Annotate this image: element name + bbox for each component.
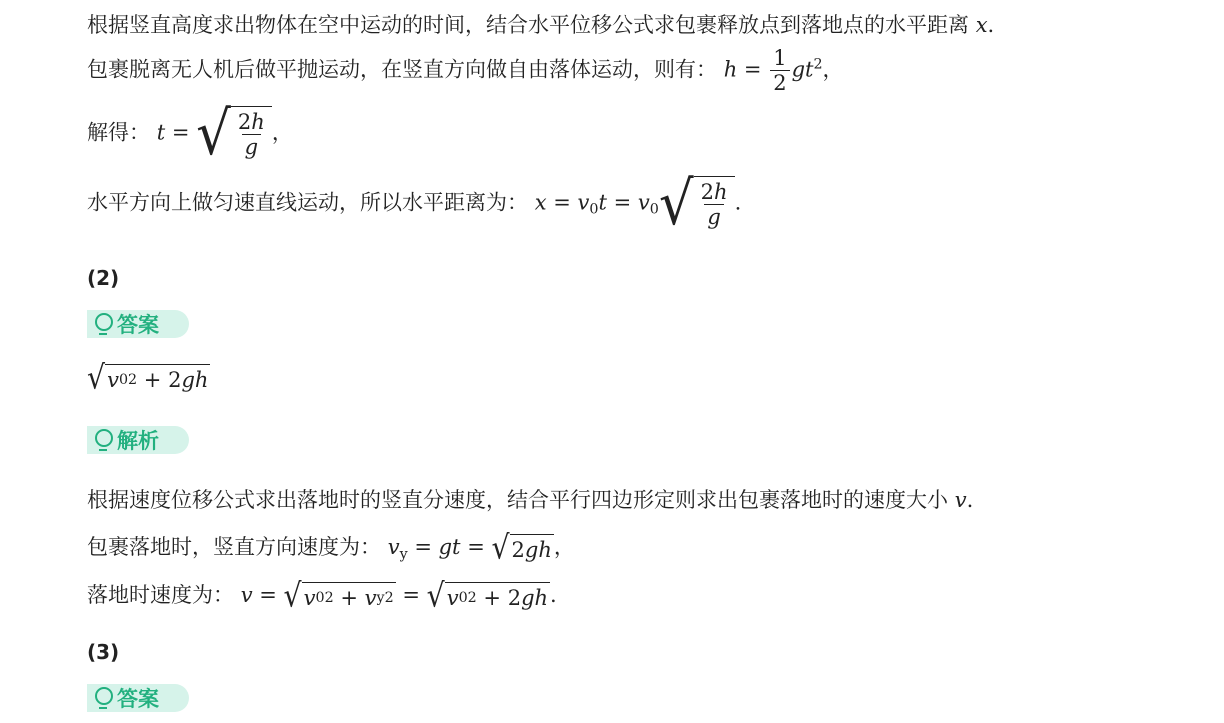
fraction-half: $\frac{1}{2}$ xyxy=(770,46,789,95)
part1-line3: 解得： t = √ $\frac{2h}{g}$ ， xyxy=(87,97,293,169)
part2-answer-formula: √ v 0 2 + 2 gh xyxy=(87,358,209,397)
part1-line2: 包裹脱离无人机后做平抛运动，在竖直方向做自由落体运动，则有： h = $\frac{1}{2}$ $gt^2$， xyxy=(87,46,844,95)
part1-line4: 水平方向上做匀速直线运动，所以水平距离为： $x = v_0t = v_0$ √ $\frac{2h}{g}$ . xyxy=(87,167,742,239)
section-label-3: (3) xyxy=(87,640,120,664)
part2-line2: 包裹落地时，竖直方向速度为： $v_y$ = gt = √ 2 gh ， xyxy=(87,528,575,567)
part1-line1: 根据竖直高度求出物体在空中运动的时间，结合水平位移公式求包裹释放点到落地点的水平距离 x. xyxy=(87,13,995,37)
analysis-tag: 解析 xyxy=(87,426,189,454)
sqrt-2h-over-g: √ $\frac{2h}{g}$ xyxy=(196,106,272,161)
lightbulb-icon xyxy=(95,687,113,705)
sqrt-2h-over-g-2: √ $\frac{2h}{g}$ xyxy=(659,176,735,231)
part2-line3: 落地时速度为： v = √ v 0 2 + v y 2 = √ v 0 2 + 2 gh . xyxy=(87,576,557,615)
part2-line1: 根据速度位移公式求出落地时的竖直分速度，结合平行四边形定则求出包裹落地时的速度大小 v. xyxy=(87,488,974,512)
lightbulb-icon xyxy=(95,313,113,331)
section-label-2: (2) xyxy=(87,266,120,290)
answer-tag-3: 答案 xyxy=(87,684,189,712)
answer-tag: 答案 xyxy=(87,310,189,338)
lightbulb-icon xyxy=(95,429,113,447)
